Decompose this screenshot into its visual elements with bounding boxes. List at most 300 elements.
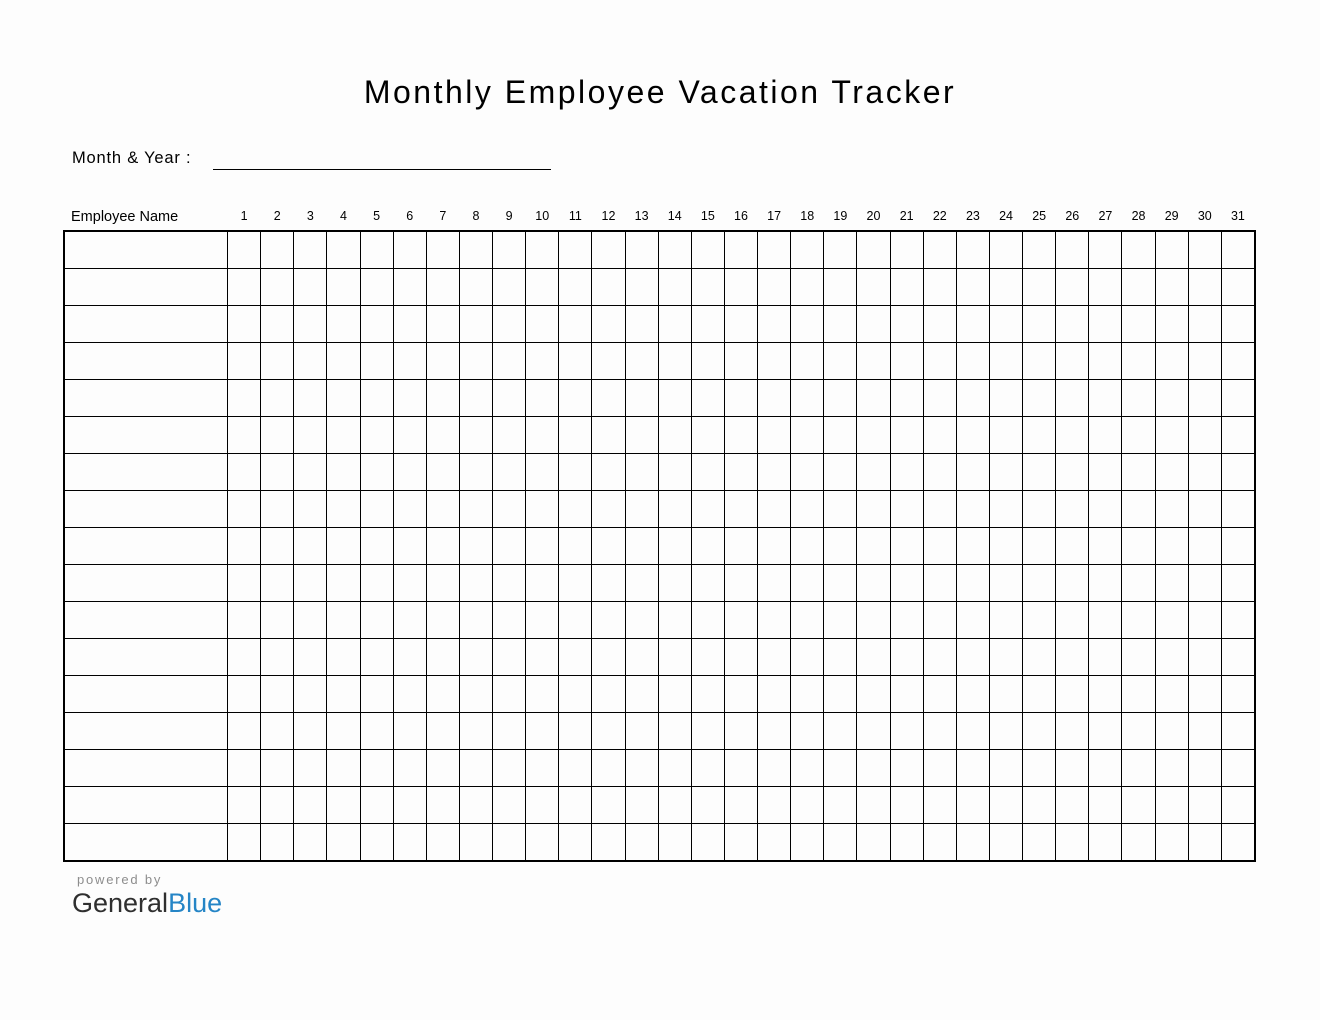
column-header-day-19: 19 xyxy=(833,209,848,223)
column-header-day-20: 20 xyxy=(866,209,881,223)
day-cell xyxy=(1222,602,1254,638)
day-cell xyxy=(559,639,591,675)
day-cell xyxy=(261,343,293,379)
day-cell xyxy=(1189,343,1221,379)
day-cell xyxy=(758,676,790,712)
day-cell xyxy=(1023,491,1055,527)
day-cell xyxy=(361,602,393,638)
day-cell xyxy=(294,676,326,712)
day-cell xyxy=(990,232,1022,268)
day-cell xyxy=(1056,528,1088,564)
day-cell xyxy=(294,528,326,564)
day-cell xyxy=(1023,343,1055,379)
day-cell xyxy=(990,269,1022,305)
day-cell xyxy=(559,306,591,342)
day-cell xyxy=(361,454,393,490)
day-cell xyxy=(228,787,260,823)
day-cell xyxy=(857,713,889,749)
day-cell xyxy=(990,565,1022,601)
day-cell xyxy=(692,750,724,786)
day-cell xyxy=(228,306,260,342)
day-cell xyxy=(1156,787,1188,823)
day-cell xyxy=(427,380,459,416)
day-cell xyxy=(526,306,558,342)
day-cell xyxy=(626,750,658,786)
column-header-day-21: 21 xyxy=(899,209,914,223)
day-cell xyxy=(659,676,691,712)
day-cell xyxy=(1122,232,1154,268)
day-cell xyxy=(924,343,956,379)
day-cell xyxy=(327,269,359,305)
day-cell xyxy=(725,824,757,860)
day-cell xyxy=(526,713,558,749)
day-cell xyxy=(592,824,624,860)
day-cell xyxy=(725,528,757,564)
day-cell xyxy=(1189,676,1221,712)
day-cell xyxy=(824,306,856,342)
day-cell xyxy=(526,269,558,305)
day-cell xyxy=(824,269,856,305)
day-cell xyxy=(1122,269,1154,305)
day-cell xyxy=(460,454,492,490)
day-cell xyxy=(261,602,293,638)
day-cell xyxy=(957,232,989,268)
day-cell xyxy=(1023,417,1055,453)
day-cell xyxy=(1122,602,1154,638)
day-cell xyxy=(725,454,757,490)
day-cell xyxy=(725,713,757,749)
day-cell xyxy=(990,824,1022,860)
day-cell xyxy=(626,380,658,416)
day-cell xyxy=(1122,454,1154,490)
day-cell xyxy=(228,676,260,712)
day-cell xyxy=(394,528,426,564)
day-cell xyxy=(294,565,326,601)
day-cell xyxy=(493,639,525,675)
day-cell xyxy=(824,343,856,379)
day-cell xyxy=(559,232,591,268)
day-cell xyxy=(1122,713,1154,749)
day-cell xyxy=(1023,639,1055,675)
day-cell xyxy=(659,269,691,305)
day-cell xyxy=(891,306,923,342)
day-cell xyxy=(427,528,459,564)
day-cell xyxy=(559,824,591,860)
day-cell xyxy=(1156,454,1188,490)
day-cell xyxy=(659,713,691,749)
day-cell xyxy=(957,380,989,416)
day-cell xyxy=(592,417,624,453)
day-cell xyxy=(725,676,757,712)
day-cell xyxy=(1089,306,1121,342)
day-cell xyxy=(725,343,757,379)
day-cell xyxy=(957,343,989,379)
day-cell xyxy=(857,454,889,490)
day-cell xyxy=(228,565,260,601)
day-cell xyxy=(559,676,591,712)
day-cell xyxy=(990,528,1022,564)
day-cell xyxy=(791,750,823,786)
day-cell xyxy=(1089,787,1121,823)
day-cell xyxy=(857,306,889,342)
day-cell xyxy=(361,713,393,749)
day-cell xyxy=(758,269,790,305)
day-cell xyxy=(460,824,492,860)
day-cell xyxy=(1089,454,1121,490)
day-cell xyxy=(891,602,923,638)
day-cell xyxy=(990,454,1022,490)
day-cell xyxy=(1156,824,1188,860)
day-cell xyxy=(1023,380,1055,416)
day-cell xyxy=(592,232,624,268)
day-cell xyxy=(659,306,691,342)
day-cell xyxy=(493,232,525,268)
employee-name-cell xyxy=(65,602,227,638)
day-cell xyxy=(791,269,823,305)
day-cell xyxy=(1023,676,1055,712)
day-cell xyxy=(526,232,558,268)
day-cell xyxy=(294,454,326,490)
day-cell xyxy=(758,491,790,527)
day-cell xyxy=(1189,824,1221,860)
day-cell xyxy=(626,639,658,675)
day-cell xyxy=(592,639,624,675)
day-cell xyxy=(758,306,790,342)
day-cell xyxy=(427,787,459,823)
day-cell xyxy=(891,454,923,490)
day-cell xyxy=(559,528,591,564)
day-cell xyxy=(824,491,856,527)
day-cell xyxy=(592,343,624,379)
day-cell xyxy=(327,565,359,601)
day-cell xyxy=(394,639,426,675)
day-cell xyxy=(327,417,359,453)
day-cell xyxy=(294,713,326,749)
day-cell xyxy=(427,306,459,342)
day-cell xyxy=(1189,417,1221,453)
day-cell xyxy=(990,602,1022,638)
day-cell xyxy=(228,602,260,638)
day-cell xyxy=(791,528,823,564)
day-cell xyxy=(626,676,658,712)
day-cell xyxy=(692,491,724,527)
page-title: Monthly Employee Vacation Tracker xyxy=(363,74,957,110)
day-cell xyxy=(891,528,923,564)
day-cell xyxy=(460,639,492,675)
day-cell xyxy=(957,824,989,860)
day-cell xyxy=(427,676,459,712)
day-cell xyxy=(990,306,1022,342)
employee-name-cell xyxy=(65,750,227,786)
day-cell xyxy=(493,787,525,823)
column-header-day-31: 31 xyxy=(1230,209,1245,223)
column-header-day-8: 8 xyxy=(472,209,480,223)
day-cell xyxy=(692,380,724,416)
day-cell xyxy=(791,380,823,416)
day-cell xyxy=(1156,565,1188,601)
day-cell xyxy=(1222,417,1254,453)
day-cell xyxy=(1056,491,1088,527)
day-cell xyxy=(427,565,459,601)
column-header-day-17: 17 xyxy=(767,209,782,223)
column-header-day-5: 5 xyxy=(373,209,381,223)
day-cell xyxy=(1156,417,1188,453)
day-cell xyxy=(692,824,724,860)
day-cell xyxy=(1189,602,1221,638)
day-cell xyxy=(1122,639,1154,675)
day-cell xyxy=(725,750,757,786)
day-cell xyxy=(692,676,724,712)
day-cell xyxy=(692,232,724,268)
day-cell xyxy=(261,639,293,675)
day-cell xyxy=(758,528,790,564)
day-cell xyxy=(1122,343,1154,379)
day-cell xyxy=(824,602,856,638)
employee-name-cell xyxy=(65,824,227,860)
day-cell xyxy=(228,491,260,527)
day-cell xyxy=(1056,454,1088,490)
day-cell xyxy=(626,824,658,860)
day-cell xyxy=(294,787,326,823)
employee-name-cell xyxy=(65,380,227,416)
day-cell xyxy=(526,417,558,453)
day-cell xyxy=(692,528,724,564)
day-cell xyxy=(460,306,492,342)
day-cell xyxy=(824,380,856,416)
day-cell xyxy=(891,787,923,823)
day-cell xyxy=(592,713,624,749)
day-cell xyxy=(824,787,856,823)
day-cell xyxy=(427,713,459,749)
day-cell xyxy=(626,417,658,453)
day-cell xyxy=(692,417,724,453)
day-cell xyxy=(526,343,558,379)
day-cell xyxy=(261,528,293,564)
table-header-row xyxy=(63,200,1256,228)
day-cell xyxy=(990,676,1022,712)
day-cell xyxy=(957,454,989,490)
day-cell xyxy=(824,565,856,601)
day-cell xyxy=(493,565,525,601)
day-cell xyxy=(361,306,393,342)
day-cell xyxy=(758,454,790,490)
day-cell xyxy=(1156,232,1188,268)
day-cell xyxy=(626,528,658,564)
day-cell xyxy=(1056,676,1088,712)
day-cell xyxy=(592,380,624,416)
day-cell xyxy=(361,639,393,675)
day-cell xyxy=(990,713,1022,749)
day-cell xyxy=(857,565,889,601)
day-cell xyxy=(725,491,757,527)
day-cell xyxy=(692,602,724,638)
day-cell xyxy=(957,750,989,786)
day-cell xyxy=(758,713,790,749)
generalblue-logo xyxy=(72,889,222,919)
column-header-day-7: 7 xyxy=(439,209,447,223)
day-cell xyxy=(228,417,260,453)
day-cell xyxy=(791,824,823,860)
column-header-day-14: 14 xyxy=(667,209,682,223)
day-cell xyxy=(460,750,492,786)
day-cell xyxy=(1156,639,1188,675)
day-cell xyxy=(1089,602,1121,638)
day-cell xyxy=(294,306,326,342)
day-cell xyxy=(526,528,558,564)
day-cell xyxy=(692,787,724,823)
day-cell xyxy=(957,676,989,712)
day-cell xyxy=(294,824,326,860)
day-cell xyxy=(824,639,856,675)
day-cell xyxy=(1222,676,1254,712)
day-cell xyxy=(394,750,426,786)
day-cell xyxy=(692,269,724,305)
employee-name-cell xyxy=(65,639,227,675)
day-cell xyxy=(758,750,790,786)
day-cell xyxy=(493,676,525,712)
day-cell xyxy=(791,343,823,379)
column-header-day-2: 2 xyxy=(273,209,281,223)
employee-name-cell xyxy=(65,491,227,527)
day-cell xyxy=(394,565,426,601)
column-header-day-12: 12 xyxy=(601,209,616,223)
day-cell xyxy=(1222,232,1254,268)
day-cell xyxy=(824,713,856,749)
day-cell xyxy=(261,565,293,601)
day-cell xyxy=(626,491,658,527)
day-cell xyxy=(692,454,724,490)
day-cell xyxy=(758,639,790,675)
column-header-day-24: 24 xyxy=(999,209,1013,223)
day-cell xyxy=(228,454,260,490)
day-cell xyxy=(228,528,260,564)
day-cell xyxy=(725,232,757,268)
day-cell xyxy=(1056,824,1088,860)
day-cell xyxy=(1156,343,1188,379)
day-cell xyxy=(592,787,624,823)
day-cell xyxy=(1156,269,1188,305)
day-cell xyxy=(692,343,724,379)
day-cell xyxy=(1222,824,1254,860)
day-cell xyxy=(1189,565,1221,601)
day-cell xyxy=(559,269,591,305)
day-cell xyxy=(1189,269,1221,305)
column-header-day-6: 6 xyxy=(406,209,414,223)
day-cell xyxy=(327,639,359,675)
day-cell xyxy=(228,750,260,786)
day-cell xyxy=(924,417,956,453)
day-cell xyxy=(526,491,558,527)
day-cell xyxy=(857,380,889,416)
day-cell xyxy=(1189,380,1221,416)
day-cell xyxy=(626,232,658,268)
day-cell xyxy=(493,306,525,342)
day-cell xyxy=(228,269,260,305)
day-cell xyxy=(460,491,492,527)
day-cell xyxy=(559,713,591,749)
day-cell xyxy=(626,306,658,342)
day-cell xyxy=(957,565,989,601)
column-header-day-15: 15 xyxy=(700,209,715,223)
day-cell xyxy=(394,787,426,823)
day-cell xyxy=(1089,676,1121,712)
employee-name-cell xyxy=(65,713,227,749)
day-cell xyxy=(361,565,393,601)
day-cell xyxy=(559,602,591,638)
day-cell xyxy=(1089,565,1121,601)
day-cell xyxy=(626,602,658,638)
day-cell xyxy=(1089,380,1121,416)
day-cell xyxy=(659,380,691,416)
day-cell xyxy=(1056,750,1088,786)
generalblue-logo-blue: Blue xyxy=(168,888,223,918)
day-cell xyxy=(758,380,790,416)
day-cell xyxy=(824,454,856,490)
day-cell xyxy=(294,269,326,305)
day-cell xyxy=(493,454,525,490)
day-cell xyxy=(990,380,1022,416)
day-cell xyxy=(460,565,492,601)
day-cell xyxy=(857,750,889,786)
day-cell xyxy=(1056,602,1088,638)
day-cell xyxy=(824,750,856,786)
day-cell xyxy=(526,824,558,860)
day-cell xyxy=(924,269,956,305)
day-cell xyxy=(327,232,359,268)
day-cell xyxy=(1222,750,1254,786)
day-cell xyxy=(626,713,658,749)
day-cell xyxy=(294,417,326,453)
day-cell xyxy=(261,454,293,490)
day-cell xyxy=(327,528,359,564)
day-cell xyxy=(327,602,359,638)
day-cell xyxy=(592,491,624,527)
day-cell xyxy=(1122,676,1154,712)
day-cell xyxy=(493,713,525,749)
day-cell xyxy=(1122,565,1154,601)
column-header-day-28: 28 xyxy=(1131,209,1146,223)
day-cell xyxy=(791,565,823,601)
day-cell xyxy=(261,491,293,527)
column-header-day-3: 3 xyxy=(306,209,314,223)
day-cell xyxy=(824,824,856,860)
day-cell xyxy=(327,750,359,786)
day-cell xyxy=(626,343,658,379)
day-cell xyxy=(725,602,757,638)
day-cell xyxy=(791,676,823,712)
day-cell xyxy=(1056,380,1088,416)
day-cell xyxy=(824,528,856,564)
day-cell xyxy=(758,787,790,823)
day-cell xyxy=(361,528,393,564)
day-cell xyxy=(659,232,691,268)
day-cell xyxy=(1023,454,1055,490)
day-cell xyxy=(1189,528,1221,564)
day-cell xyxy=(857,824,889,860)
day-cell xyxy=(493,824,525,860)
day-cell xyxy=(924,750,956,786)
day-cell xyxy=(526,602,558,638)
day-cell xyxy=(659,528,691,564)
day-cell xyxy=(857,232,889,268)
day-cell xyxy=(526,380,558,416)
day-cell xyxy=(924,528,956,564)
day-cell xyxy=(1156,676,1188,712)
day-cell xyxy=(427,232,459,268)
day-cell xyxy=(924,602,956,638)
day-cell xyxy=(327,676,359,712)
day-cell xyxy=(460,787,492,823)
